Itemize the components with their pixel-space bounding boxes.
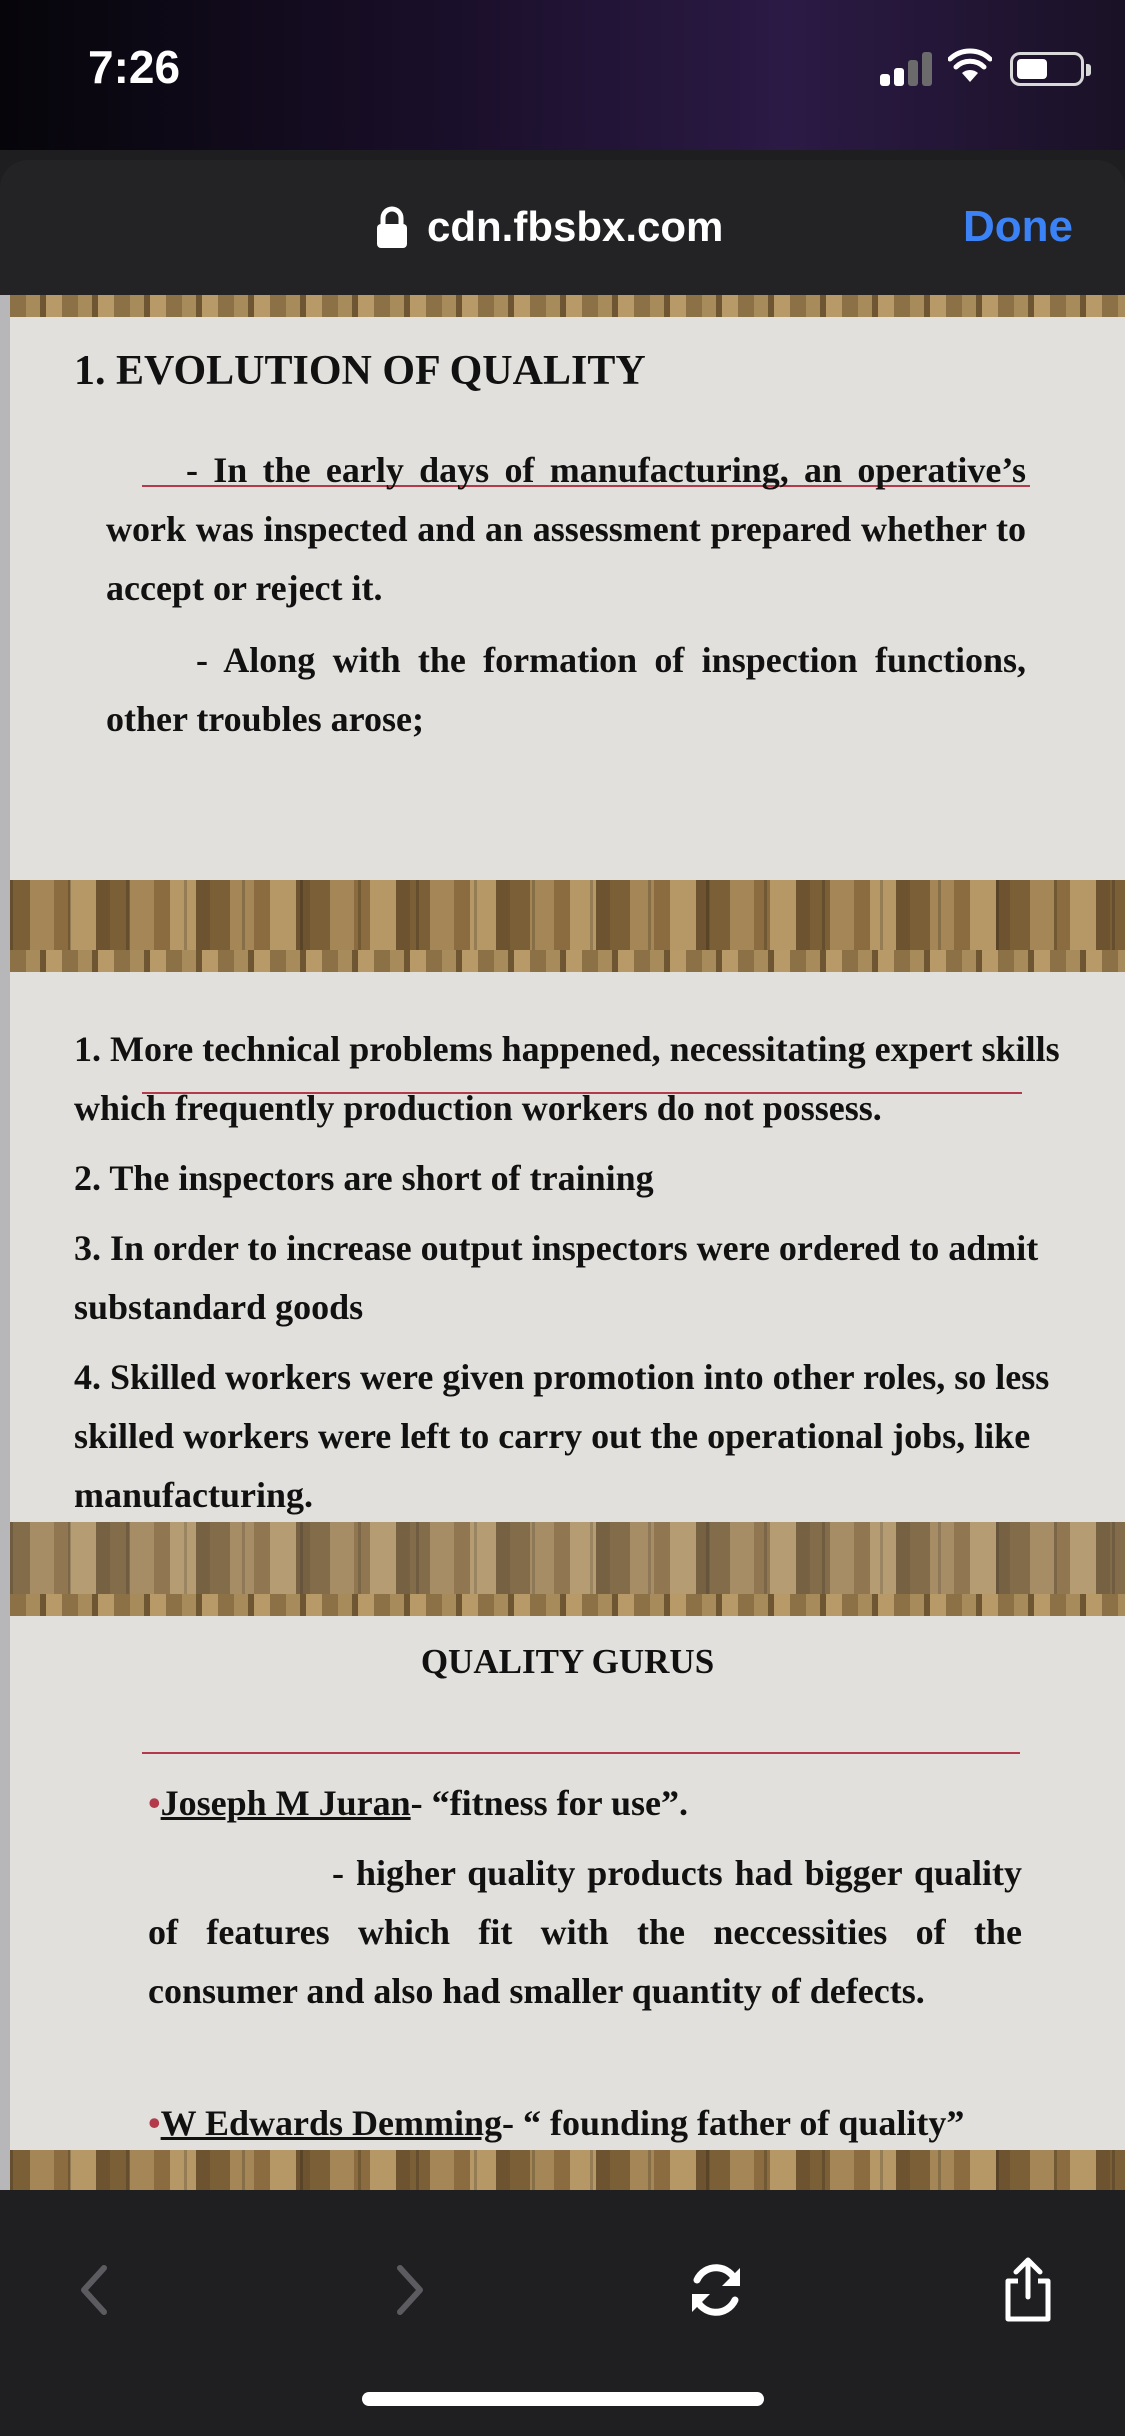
guru-quote: - “ founding father of quality” [501, 2103, 965, 2143]
browser-header [0, 160, 1125, 295]
evolution-paragraph-1: - In the early days of manufacturing, an operative’s work was inspected and an assessment prepared whether to accept or reject it. [106, 450, 1026, 608]
forward-button[interactable] [370, 2250, 450, 2330]
back-button[interactable] [54, 2250, 134, 2330]
status-time: 7:26 [88, 41, 181, 93]
status-bar [0, 0, 1125, 150]
chevron-left-icon [74, 2262, 114, 2318]
guru-name: Joseph M Juran [160, 1783, 411, 1823]
bullet-icon: • [148, 2103, 161, 2143]
guru-juran-description: - higher quality products had bigger quality of features which fit with the neccessities of the consumer and also had smaller quantity of defects. [148, 1853, 1022, 2011]
list-item: 2. The inspectors are short of training [74, 1158, 654, 1198]
cellular-signal-icon [880, 50, 934, 86]
guru-deming [148, 2094, 1022, 2150]
slide-evolution [10, 295, 1125, 880]
slide-title: QUALITY GURUS [420, 1642, 715, 1681]
slide-title: 1. EVOLUTION OF QUALITY [74, 348, 646, 394]
slide-divider [10, 1522, 1125, 1594]
slide-gurus [10, 1594, 1125, 2150]
guru-juran [148, 1774, 1022, 1833]
slide-problems [10, 950, 1125, 1522]
bullet-icon: • [148, 1783, 161, 1823]
slide-divider [10, 880, 1125, 950]
guru-name: W Edwards Demming [160, 2103, 502, 2143]
wifi-icon [948, 48, 992, 84]
problems-list [74, 1020, 1064, 1522]
list-item: 3. In order to increase output inspectors were ordered to admit substandard goods [74, 1228, 1039, 1327]
share-button[interactable] [988, 2250, 1068, 2330]
url-text: cdn.fbsbx.com [427, 203, 724, 250]
done-button[interactable]: Done [963, 202, 1073, 251]
slide-divider [10, 2150, 1125, 2190]
share-icon [1000, 2255, 1056, 2325]
list-item: 1. More technical problems happened, necessitating expert skills which frequently production workers do not possess. [74, 1029, 1060, 1128]
refresh-icon [684, 2258, 748, 2322]
list-item: 4. Skilled workers were given promotion into other roles, so less skilled workers were left to carry out the operational jobs, like manufacturing. [74, 1357, 1050, 1515]
lock-icon [375, 205, 409, 249]
title-underline [142, 1752, 1020, 1754]
url-bar[interactable] [375, 202, 723, 252]
guru-quote: - “fitness for use”. [410, 1783, 688, 1823]
battery-icon [1010, 52, 1084, 86]
chevron-right-icon [390, 2262, 430, 2318]
evolution-paragraph-2: - Along with the formation of inspection functions, other troubles arose; [106, 640, 1026, 739]
document-viewer[interactable] [0, 295, 1125, 2190]
home-indicator[interactable] [362, 2392, 764, 2406]
refresh-button[interactable] [676, 2250, 756, 2330]
